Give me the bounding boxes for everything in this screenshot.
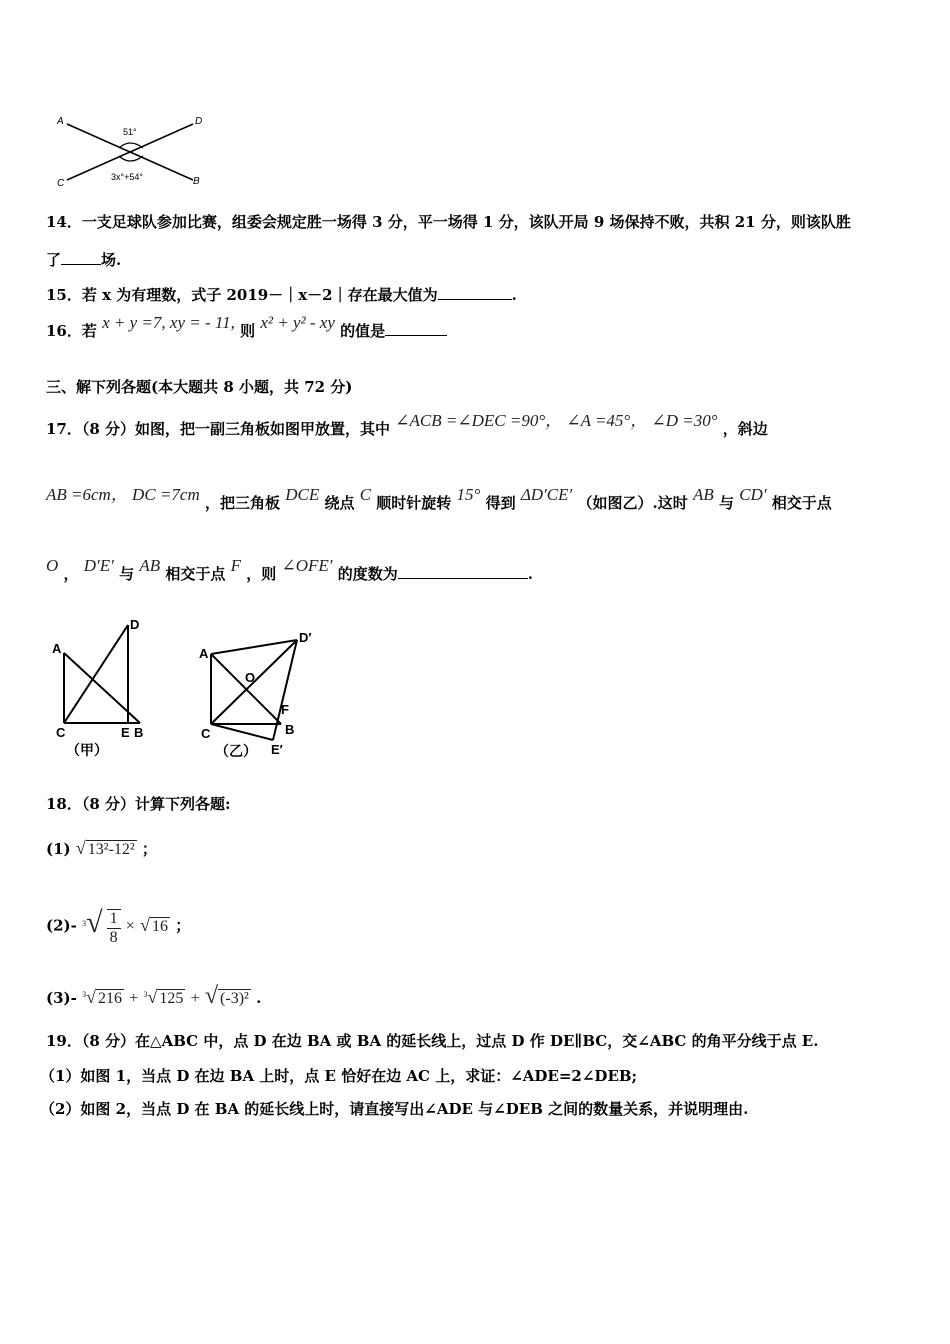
question-text: ， (63, 565, 79, 583)
part-label: (1) (46, 840, 71, 858)
label-a: A (199, 646, 209, 661)
question-text: . (256, 989, 262, 1007)
math-expression: AB (692, 485, 714, 504)
question-number: 14． (46, 213, 82, 231)
question-text: ； (141, 840, 157, 858)
label-c: C (201, 726, 211, 741)
question-19-part2: （2）如图 2，当点 D 在 BA 的延长线上时，请直接写出∠ADE 与∠DEB 之间的数量关系，并说明理由. (40, 1100, 749, 1118)
math-expression: ∠OFE′ (281, 556, 333, 575)
angle-label-bottom: 3x°+54° (111, 172, 143, 182)
answer-blank[interactable] (398, 564, 528, 579)
label-c: C (56, 725, 66, 740)
math-expression: D′E′ (83, 556, 114, 575)
label-b: B (134, 725, 144, 740)
math-expression: ∠ACB =∠DEC =90°， ∠A =45°， ∠D =30° (395, 411, 718, 430)
question-text: 则 (240, 322, 256, 340)
sqrt-expression: √ 16 (140, 914, 168, 935)
radicand: 216 (97, 990, 122, 1007)
radicand: 16 (151, 917, 168, 935)
question-number: 15． (46, 286, 82, 304)
math-expression: AB =6cm， DC =7cm (46, 485, 200, 504)
question-17-line1 (46, 411, 768, 439)
figure-intersecting-lines (55, 110, 215, 190)
math-expression: O (46, 556, 59, 575)
question-15 (46, 284, 517, 305)
math-expression: C (359, 485, 372, 504)
label-a: A (52, 641, 62, 656)
cube-root-expression: $^3$√ $\frac{1}{8}$ (82, 906, 120, 947)
part-label: (3)- (46, 989, 77, 1007)
question-19-part1: （1）如图 1，当点 D 在边 BA 上时，点 E 恰好在边 AC 上，求证：∠ADE=2∠DEB; (40, 1067, 638, 1085)
radicand: 125 (159, 990, 184, 1007)
question-text: 一支足球队参加比赛，组委会规定胜一场得 3 分，平一场得 1 分，该队开局 9 场保持不败，共积 21 分，则该队胜 (81, 213, 851, 231)
question-18 (46, 793, 231, 814)
question-text: 了 (46, 251, 62, 269)
question-text: 若 (81, 322, 97, 340)
part-label: (2)- (46, 916, 77, 935)
label-b: B (285, 722, 295, 737)
question-text: （如图乙）.这时 (577, 494, 688, 512)
question-14-line1 (46, 211, 851, 232)
question-text: ； (175, 916, 191, 935)
fraction-denominator: 8 (109, 929, 118, 947)
question-16 (46, 313, 447, 341)
math-expression: 15° (456, 485, 481, 504)
caption-yi: （乙） (215, 743, 257, 759)
answer-blank[interactable] (61, 250, 101, 265)
cube-root-expression: $^3$√ 125 (143, 987, 184, 1007)
question-text: 场. (101, 251, 122, 269)
times-sign: × (125, 917, 135, 935)
question-text: （8 分）计算下列各题: (81, 795, 231, 813)
question-18-part2 (46, 906, 190, 947)
label-d-prime: D′ (299, 630, 312, 645)
plus-sign: + (190, 990, 200, 1007)
question-text: 若 x 为有理数，式子 2019－｜x－2｜存在最大值为 (81, 286, 438, 304)
question-text: 得到 (485, 494, 516, 512)
label-c: C (57, 178, 65, 189)
question-text: （8 分）如图，把一副三角板如图甲放置，其中 (81, 420, 391, 438)
math-expression: CD′ (739, 485, 767, 504)
radicand: 13²-12² (87, 841, 135, 858)
question-text: 绕点 (324, 494, 355, 512)
cube-root-expression: $^3$√ 216 (82, 987, 122, 1007)
question-number: 18． (46, 795, 82, 813)
question-number: 17． (46, 420, 82, 438)
caption-jia: （甲） (66, 742, 108, 758)
question-text: . (527, 565, 533, 583)
question-17-line2 (46, 485, 832, 513)
label-d: D (195, 116, 203, 127)
figure-triangles-b (195, 628, 335, 763)
sqrt-expression: √ (-3)² (204, 983, 249, 1009)
question-text: 的度数为 (337, 565, 398, 583)
question-18-part1 (46, 838, 157, 859)
label-e-prime: E′ (271, 742, 283, 757)
label-o: O (245, 670, 256, 685)
answer-blank[interactable] (385, 321, 447, 336)
question-text: ，把三角板 (204, 494, 280, 512)
section-title: 三、解下列各题(本大题共 8 小题，共 72 分) (46, 378, 353, 396)
sqrt-expression: √ 13²-12² (75, 838, 135, 858)
question-18-part3 (46, 983, 261, 1010)
question-17-line3 (46, 556, 533, 584)
question-text: ，斜边 (722, 420, 768, 438)
math-expression: x² + y² - xy (260, 313, 335, 332)
answer-blank[interactable] (438, 285, 512, 300)
figure-triangles-a (50, 615, 170, 760)
question-number: 19． (46, 1032, 82, 1050)
question-number: 16． (46, 322, 82, 340)
question-text: . (511, 286, 517, 304)
label-a: A (57, 116, 64, 127)
question-19 (46, 1030, 818, 1051)
math-expression: DCE (285, 485, 320, 504)
math-expression: x + y =7, xy = - 11, (102, 313, 235, 332)
question-text: 与 (718, 494, 734, 512)
question-text: 的值是 (340, 322, 386, 340)
label-b: B (193, 176, 200, 187)
label-d: D (130, 617, 140, 632)
question-text: 相交于点 (771, 494, 832, 512)
question-text: （8 分）在△ABC 中，点 D 在边 BA 或 BA 的延长线上，过点 D 作 DE∥BC，交∠ABC 的角平分线于点 E. (81, 1032, 819, 1050)
fraction-numerator: 1 (107, 910, 121, 929)
question-14-line2 (46, 249, 121, 270)
question-text: 与 (119, 565, 135, 583)
radicand: (-3)² (220, 990, 249, 1007)
plus-sign: + (129, 990, 139, 1007)
question-text: 相交于点 (165, 565, 226, 583)
angle-label-top: 51° (123, 127, 137, 137)
question-text: ，则 (246, 565, 277, 583)
math-expression: AB (139, 556, 161, 575)
question-text: 顺时针旋转 (376, 494, 452, 512)
label-e: E (121, 725, 130, 740)
math-expression: F (230, 556, 242, 575)
label-f: F (281, 702, 289, 717)
math-expression: ΔD′CE′ (520, 485, 573, 504)
